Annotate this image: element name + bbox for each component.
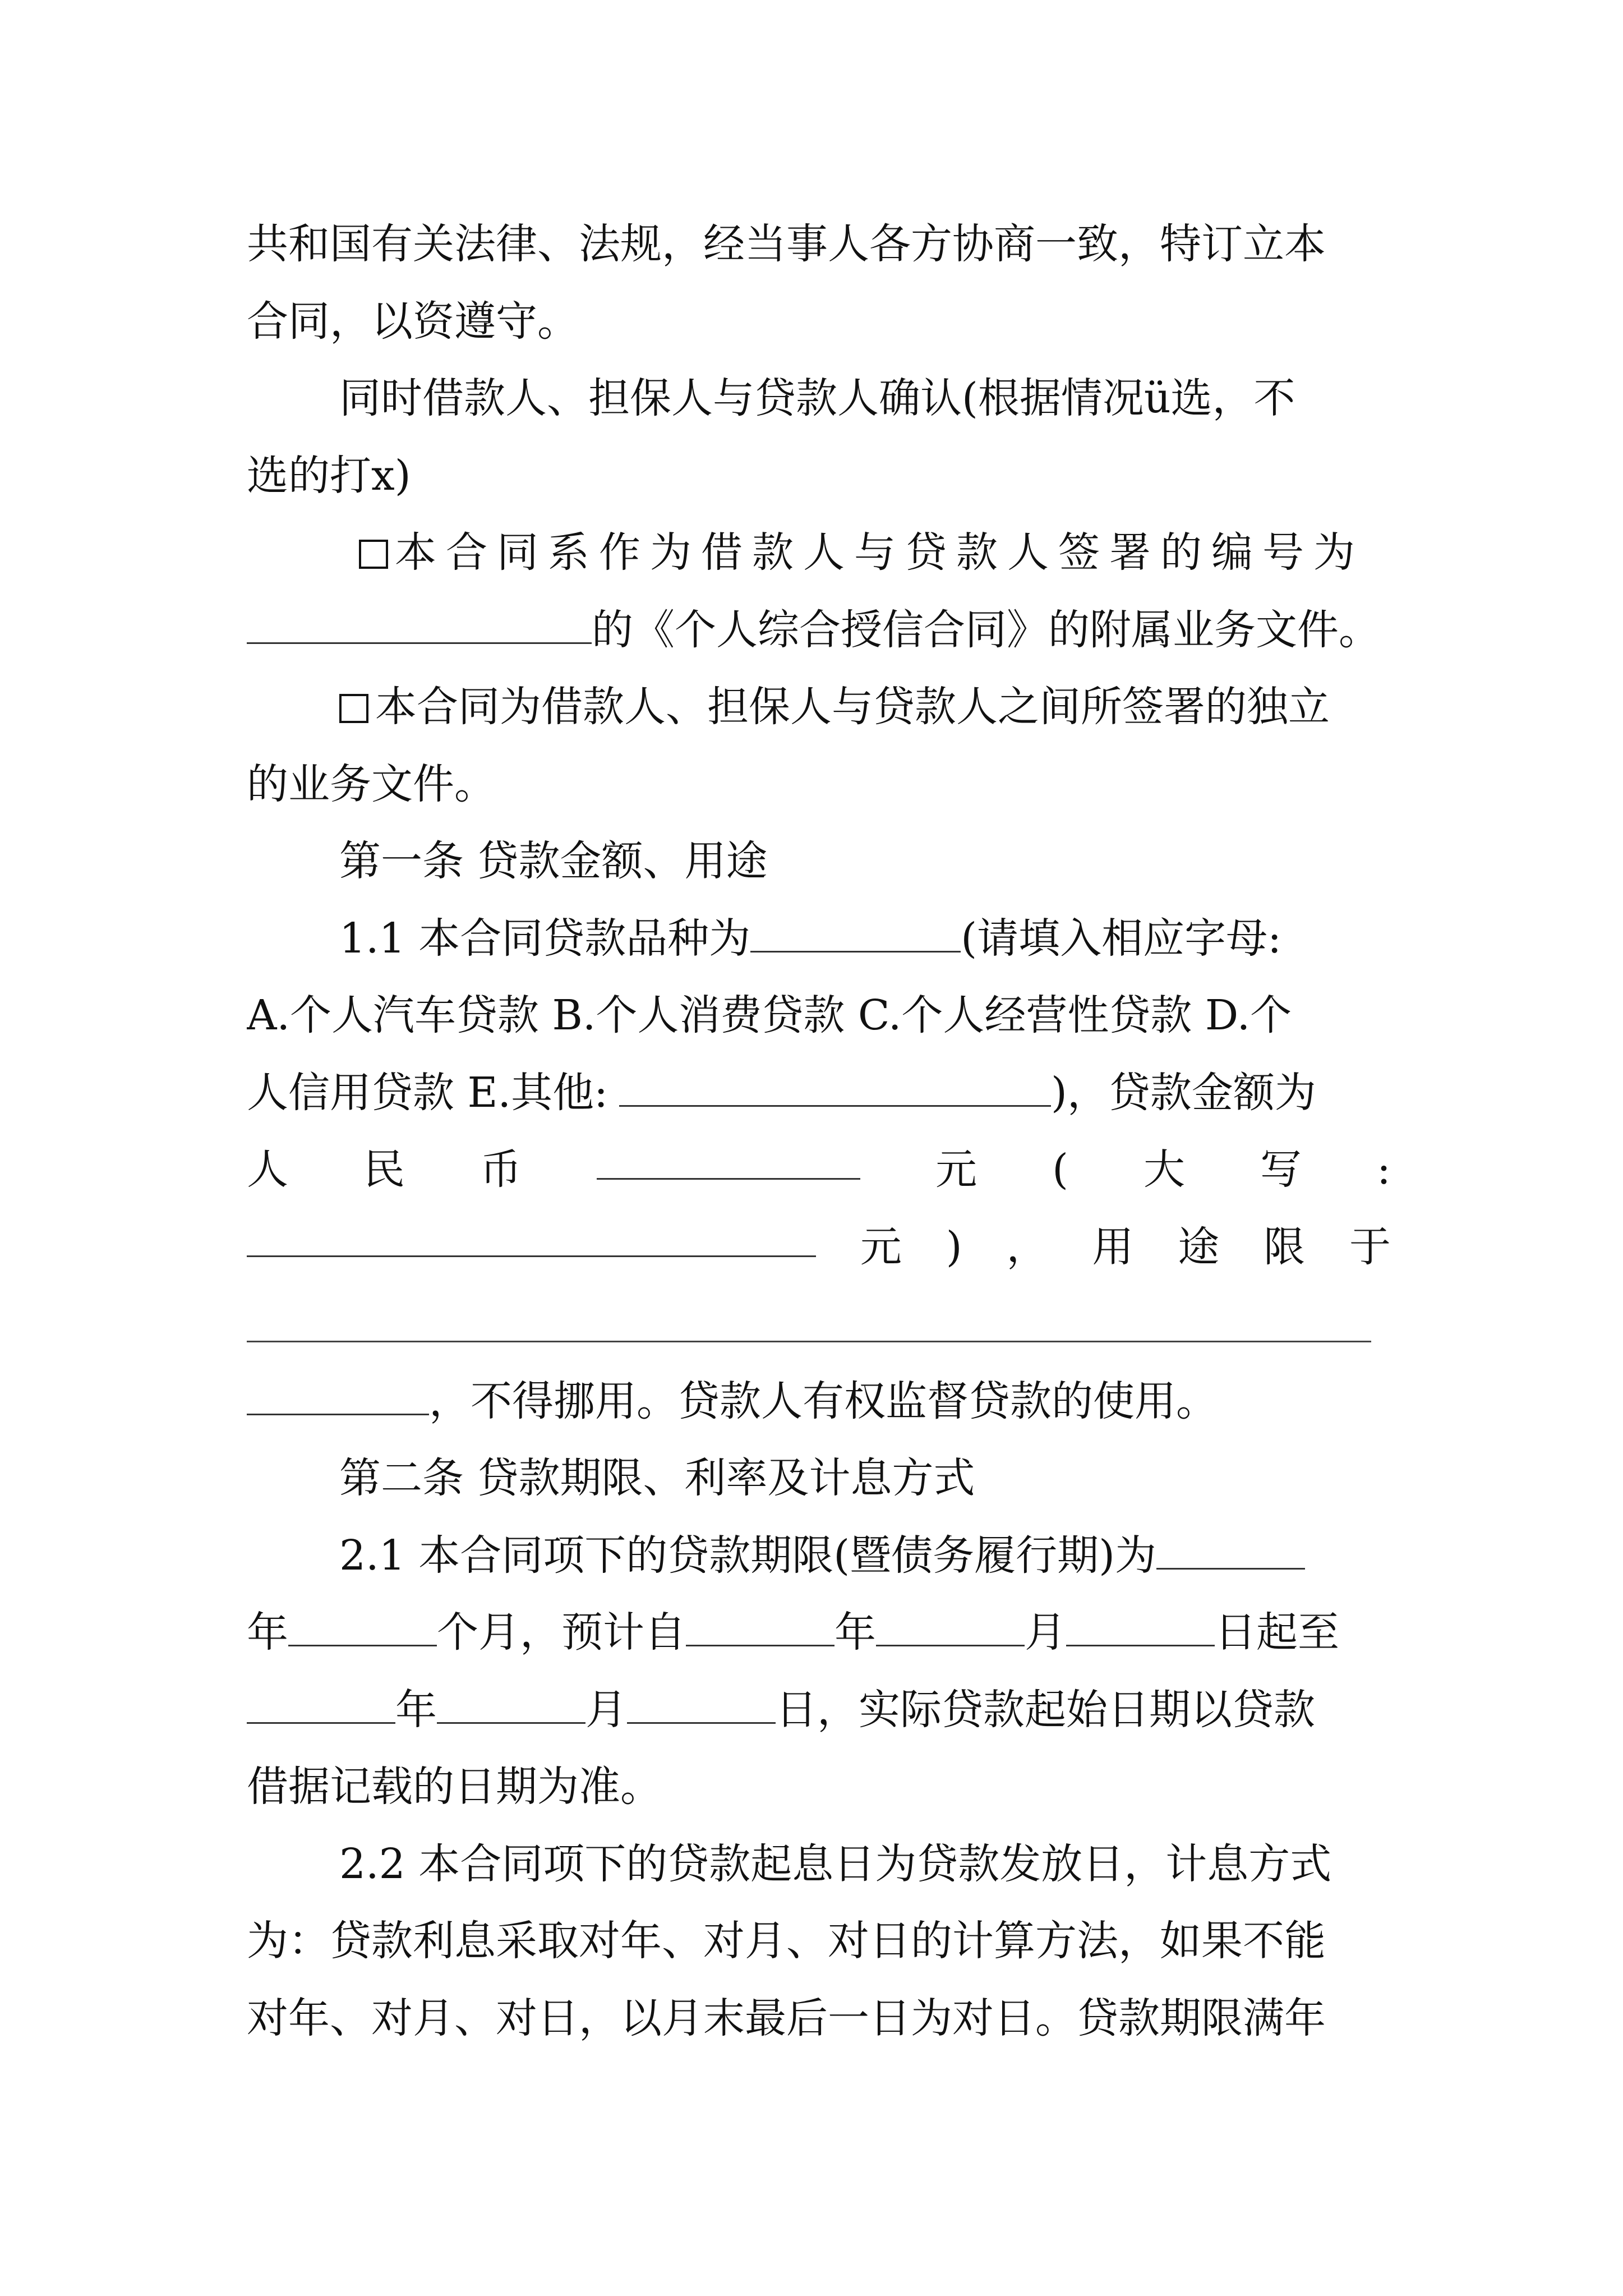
term-months-label: 个月，预计自 <box>437 1608 686 1657</box>
char-da: 大 <box>1143 1145 1185 1194</box>
char-min: 民 <box>363 1145 405 1194</box>
text-line-2: 合同，以资遵守。 <box>247 297 579 346</box>
clause-2-2-line: 2.2 本合同项下的贷款起息日为贷款发放日，计息方式 <box>339 1840 1332 1888</box>
clause-2-1-text: 2.1 本合同项下的贷款期限(暨债务履行期)为 <box>339 1531 1156 1580</box>
option-line-2 <box>339 676 1391 738</box>
option-1-text-cont: 的《个人综合授信合同》的附属业务文件。 <box>592 606 1380 654</box>
amount-line <box>247 1139 1391 1200</box>
text-line-4: 选的打x) <box>247 452 411 500</box>
loan-other-text: 人信用贷款 E.其他: <box>247 1069 608 1117</box>
amount-number-blank[interactable] <box>597 1139 860 1180</box>
text-line-21: 借据记载的日期为准。 <box>247 1763 662 1811</box>
checkbox-option-1[interactable] <box>359 540 388 569</box>
checkbox-option-2[interactable] <box>339 694 368 723</box>
clause-1-1-text-cont: (请填入相应字母: <box>961 914 1282 963</box>
loan-type-blank[interactable] <box>750 912 961 953</box>
loan-other-line <box>247 1062 1391 1124</box>
char-tu: 途 <box>1178 1223 1220 1271</box>
end-date-line <box>247 1679 1391 1741</box>
text-line-3: 同时借款人、担保人与贷款人确认(根据情况ü选，不 <box>339 374 1295 422</box>
loan-amount-text: )，贷款金额为 <box>1051 1069 1316 1117</box>
start-day-blank[interactable] <box>1066 1605 1215 1646</box>
purpose-end-text: ，不得挪用。贷款人有权监督贷款的使用。 <box>429 1377 1218 1425</box>
term-line <box>247 1602 1391 1663</box>
amount-words-line <box>247 1216 1391 1278</box>
char-bi: 币 <box>480 1145 522 1194</box>
option-2-text: 本合同为借款人、担保人与贷款人之间所签署的独立 <box>375 683 1330 731</box>
article-1-heading: 第一条 贷款金额、用途 <box>339 837 768 885</box>
other-type-blank[interactable] <box>619 1066 1051 1107</box>
amount-words-blank[interactable] <box>247 1216 816 1257</box>
loan-types-line: A.个人汽车贷款 B.个人消费贷款 C.个人经营性贷款 D.个 <box>247 991 1292 1039</box>
char-paren-close: ) <box>946 1223 962 1271</box>
end-day-blank[interactable] <box>627 1683 776 1724</box>
char-comma: ， <box>1006 1223 1048 1271</box>
option-1-text: 本合同系作为借款人与贷款人签署的编号为 <box>395 528 1364 577</box>
char-yu: 于 <box>1349 1223 1391 1271</box>
start-year-blank[interactable] <box>686 1605 834 1646</box>
end-month-blank[interactable] <box>437 1683 585 1724</box>
start-month-label: 月 <box>1025 1608 1066 1657</box>
start-year-label: 年 <box>834 1608 876 1657</box>
clause-2-1-line <box>339 1525 1391 1586</box>
article-2-heading: 第二条 贷款期限、利率及计息方式 <box>339 1454 975 1502</box>
start-month-blank[interactable] <box>876 1605 1025 1646</box>
text-line-23: 为：贷款利息采取对年、对月、对日的计算方法，如果不能 <box>247 1917 1326 1965</box>
end-year-blank[interactable] <box>247 1683 395 1724</box>
contract-number-blank[interactable] <box>247 603 592 644</box>
char-xian: 限 <box>1264 1223 1306 1271</box>
clause-1-1-text: 1.1 本合同贷款品种为 <box>339 914 751 963</box>
term-year-label: 年 <box>247 1608 288 1657</box>
option-line-2b: 的业务文件。 <box>247 760 496 808</box>
char-ren: 人 <box>247 1145 288 1194</box>
purpose-blank-line[interactable] <box>247 1341 1371 1342</box>
end-year-label: 年 <box>395 1686 437 1734</box>
term-years-blank[interactable] <box>1156 1529 1305 1570</box>
option-line-1 <box>359 522 1391 583</box>
char-paren-open: ( <box>1052 1145 1068 1194</box>
char-yuan-2: 元 <box>860 1223 902 1271</box>
char-yuan: 元 <box>935 1145 978 1194</box>
term-months-blank[interactable] <box>288 1605 437 1646</box>
start-day-label: 日起至 <box>1215 1608 1339 1657</box>
end-day-label: 日，实际贷款起始日期以贷款 <box>776 1686 1315 1734</box>
purpose-blank-end[interactable] <box>247 1374 429 1415</box>
clause-1-1-line <box>339 908 1391 969</box>
purpose-end-line <box>247 1370 1391 1432</box>
char-xie: 写 <box>1260 1145 1302 1194</box>
text-line-1: 共和国有关法律、法规，经当事人各方协商一致，特订立本 <box>247 220 1326 268</box>
end-month-label: 月 <box>585 1686 627 1734</box>
char-colon: : <box>1377 1145 1391 1194</box>
text-line-24: 对年、对月、对日，以月末最后一日为对日。贷款期限满年 <box>247 1994 1326 2042</box>
char-yong: 用 <box>1092 1223 1134 1271</box>
option-line-1b <box>247 599 1391 661</box>
